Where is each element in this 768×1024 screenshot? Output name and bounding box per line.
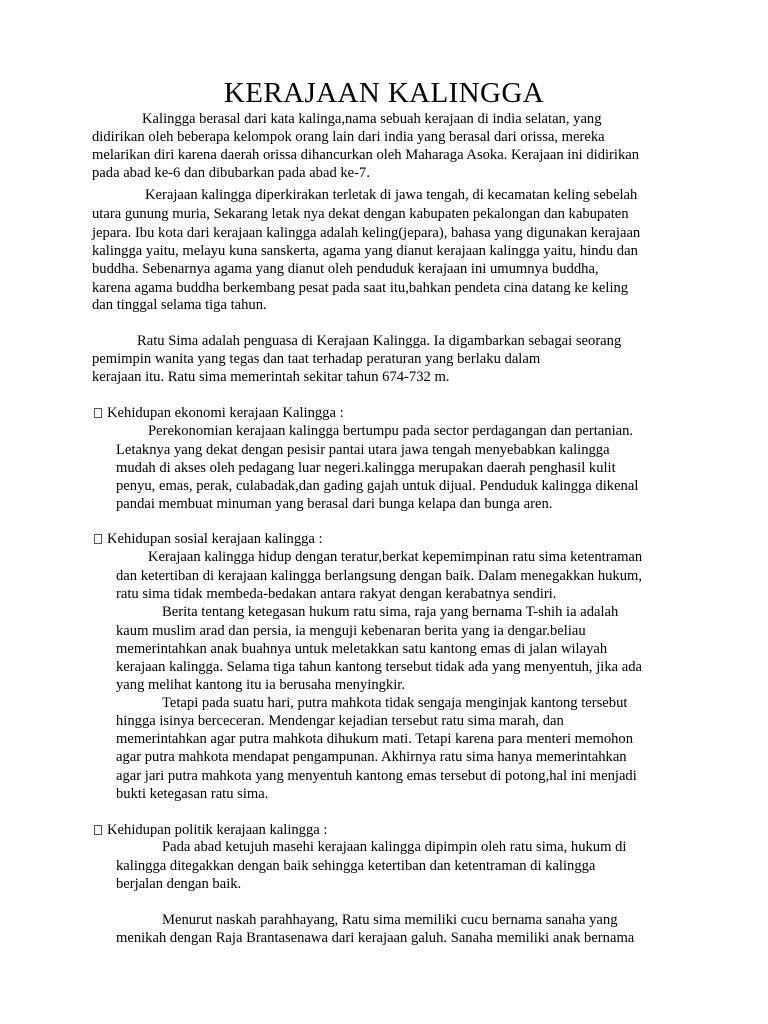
text-line: yang melihat kantong itu ia berusaha menyingkir. <box>116 677 405 693</box>
section-heading-politik <box>94 821 327 839</box>
text-line: Menurut naskah parahhayang, Ratu sima memiliki cucu bernama sanaha yang <box>162 912 618 928</box>
text-line: Kerajaan kalingga hidup dengan teratur,berkat kepemimpinan ratu sima ketentraman <box>148 549 643 565</box>
text-line: pada abad ke-6 dan dibubarkan pada abad ke-7. <box>92 165 370 181</box>
text-line: melarikan diri karena daerah orissa dihancurkan oleh Maharaga Asoka. Kerajaan ini didirikan <box>92 147 640 163</box>
page-title: KERAJAAN KALINGGA <box>223 77 545 109</box>
text-line: bukti ketegasan ratu sima. <box>116 786 269 802</box>
text-line: Letaknya yang dekat dengan pesisir pantai utara jawa tengah menyebabkan kalingga <box>116 442 610 458</box>
text-line: mudah di akses oleh pedagang luar negeri.kalingga merupakan daerah penghasil kulit <box>116 460 616 476</box>
text-line: dan tinggal selama tiga tahun. <box>92 297 267 313</box>
text-line: memerintahkan anak buahnya untuk meletakkan satu kantong emas di jalan wilayah <box>116 641 608 657</box>
text-line: Pada abad ketujuh masehi kerajaan kalingga dipimpin oleh ratu sima, hukum di <box>162 839 627 855</box>
text-line: berjalan dengan baik. <box>116 876 242 892</box>
text-line: menikah dengan Raja Brantasenawa dari kerajaan galuh. Sanaha memiliki anak bernama <box>116 930 635 946</box>
text-line: Berita tentang ketegasan hukum ratu sima, raja yang bernama T-shih ia adalah <box>162 604 619 620</box>
section-heading-ekonomi <box>94 404 344 422</box>
text-line: kaum muslim arad dan persia, ia menguji kebenaran berita yang ia dengar.beliau <box>116 623 586 639</box>
text-line: Tetapi pada suatu hari, putra mahkota tidak sengaja menginjak kantong tersebut <box>162 695 628 711</box>
text-line: karena agama buddha berkembang pesat pada saat itu,bahkan pendeta cina datang ke keling <box>92 280 629 296</box>
text-line: memerintahkan agar putra mahkota dihukum mati. Tetapi karena para menteri memohon <box>116 731 634 747</box>
section-heading-text: Kehidupan sosial kerajaan kalingga : <box>107 531 323 547</box>
bullet-box-icon <box>94 408 102 418</box>
text-line: Kalingga berasal dari kata kalinga,nama sebuah kerajaan di india selatan, yang <box>142 111 602 127</box>
text-line: Perekonomian kerajaan kalingga bertumpu pada sector perdagangan dan pertanian. <box>148 423 634 439</box>
text-line: pemimpin wanita yang tegas dan taat terhadap peraturan yang berlaku dalam <box>92 351 541 367</box>
text-line: ratu sima tidak membeda-bedakan antara rakyat dengan kerabatnya sendiri. <box>116 586 557 602</box>
bullet-box-icon <box>94 825 102 835</box>
text-line: kalingga yaitu, melayu kuna sanskerta, agama yang dianut kerajaan kalingga yaitu, hindu dan <box>92 243 638 259</box>
section-heading-sosial <box>94 530 323 548</box>
text-line: agar jari putra mahkota yang menyentuh kantong emas tersebut di potong,hal ini menjadi <box>116 768 637 784</box>
section-heading-text: Kehidupan ekonomi kerajaan Kalingga : <box>107 405 344 421</box>
text-line: pandai membuat minuman yang berasal dari bunga kelapa dan bunga aren. <box>116 496 553 512</box>
text-line: Ratu Sima adalah penguasa di Kerajaan Kalingga. Ia digambarkan sebagai seorang <box>137 333 622 349</box>
section-heading-text: Kehidupan politik kerajaan kalingga : <box>107 822 328 838</box>
text-line: utara gunung muria, Sekarang letak nya dekat dengan kabupaten pekalongan dan kabupaten <box>92 206 629 222</box>
text-line: penyu, emas, perak, culabadak,dan gading gajah untuk dijual. Penduduk kalingga dikenal <box>116 478 639 494</box>
bullet-box-icon <box>94 534 102 544</box>
text-line: hingga isinya berceceran. Mendengar kejadian tersebut ratu sima marah, dan <box>116 713 564 729</box>
text-line: kerajaan itu. Ratu sima memerintah sekitar tahun 674-732 m. <box>92 369 450 385</box>
text-line: Kerajaan kalingga diperkirakan terletak di jawa tengah, di kecamatan keling sebelah <box>145 187 638 203</box>
text-line: dan ketertiban di kerajaan kalingga berlangsung dengan baik. Dalam menegakkan hukum, <box>116 568 643 584</box>
text-line: kalingga ditegakkan dengan baik sehingga ketertiban dan ketentraman di kalingga <box>116 858 596 874</box>
text-line: kerajaan kalingga. Selama tiga tahun kantong tersebut tidak ada yang menyentuh, jika ada <box>116 659 643 675</box>
text-line: agar putra mahkota mendapat pengampunan. Akhirnya ratu sima hanya memerintahkan <box>116 749 627 765</box>
text-line: jepara. Ibu kota dari kerajaan kalingga adalah keling(jepara), bahasa yang digunakan kerajaan <box>92 225 641 241</box>
text-line: didirikan oleh beberapa kelompok orang lain dari india yang berasal dari orissa, mereka <box>92 129 605 145</box>
text-line: buddha. Sebenarnya agama yang dianut oleh penduduk kerajaan ini umumnya buddha, <box>92 261 599 277</box>
